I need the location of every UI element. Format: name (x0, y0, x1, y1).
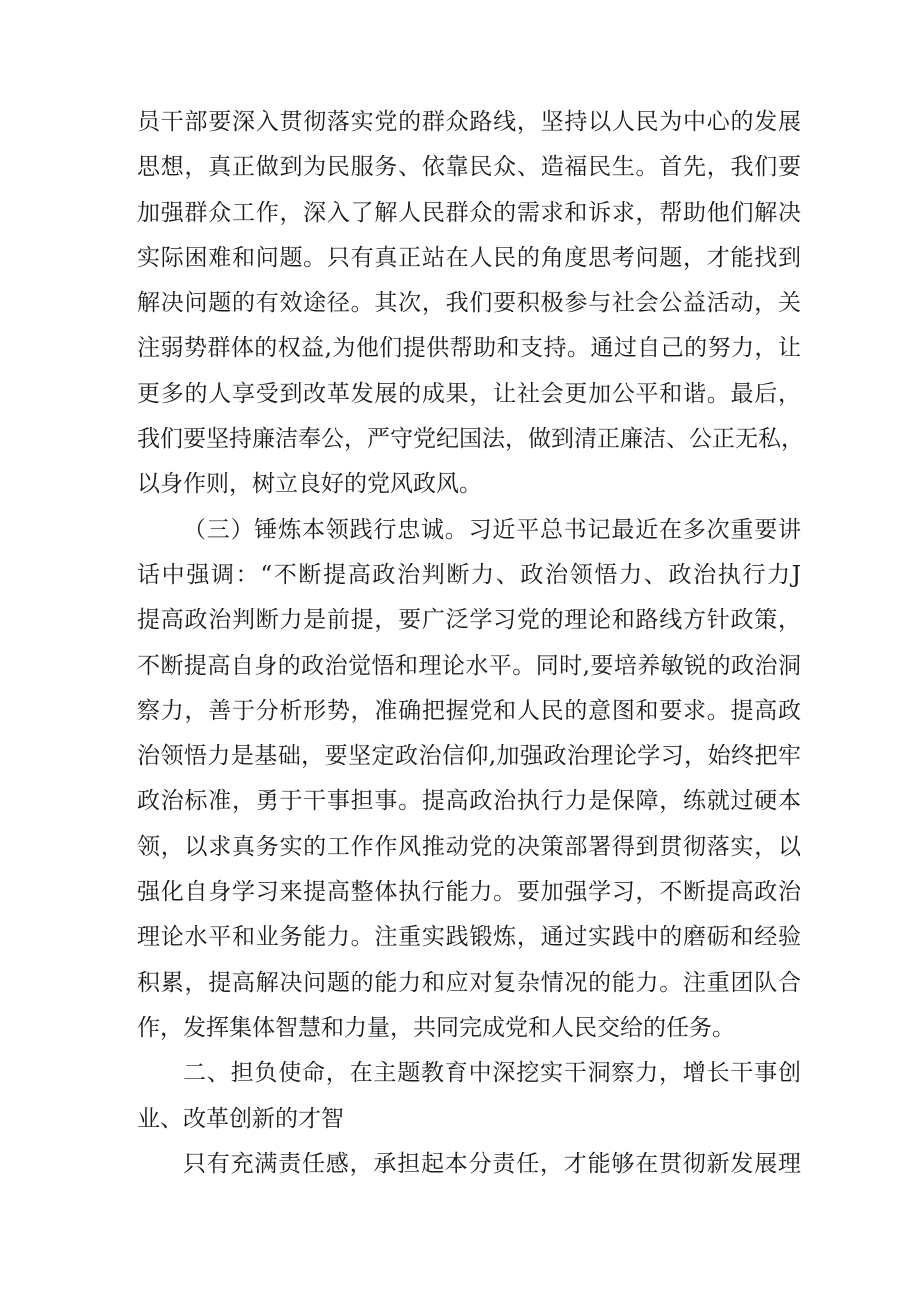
text-line: 察力，善于分析形势，准确把握党和人民的意图和要求。提高政 (137, 697, 801, 724)
heading-section-two (137, 1051, 801, 1142)
text-line: 以身作则，树立良好的党风政风。 (137, 471, 482, 498)
paragraph-responsibility (137, 1142, 801, 1187)
section-two-heading-line: 二、担负使命，在主题教育中深挖实干洞察力，增长干事创 (183, 1060, 801, 1087)
text-line: 领，以求真务实的工作作风推动党的决策部署得到贯彻落实，以 (137, 833, 801, 860)
document-body (137, 100, 804, 1187)
section-two-heading-line: 业、改革创新的才智 (137, 1105, 344, 1132)
text-line: 加强群众工作，深入了解人民群众的需求和诉求，帮助他们解决 (137, 199, 801, 226)
text-line: 强化自身学习来提高整体执行能力。要加强学习，不断提高政治 (137, 879, 801, 906)
text-line: 不断提高自身的政治觉悟和理论水平。同时,要培养敏锐的政治洞 (137, 652, 801, 679)
text-line: 只有充满责任感，承担起本分责任，才能够在贯彻新发展理 (183, 1150, 801, 1177)
text-line: 话中强调：“不断提高政治判断力、政治领悟力、政治执行力J (137, 561, 801, 588)
section-three-heading-line: （三）锤炼本领践行忠诚。习近平总书记最近在多次重要讲 (183, 516, 801, 543)
text-line: 注弱势群体的权益,为他们提供帮助和支持。通过自己的努力，让 (137, 335, 801, 362)
paragraph-people-centered (137, 100, 804, 508)
text-line: 实际困难和问题。只有真正站在人民的角度思考问题，才能找到 (137, 244, 801, 271)
text-line: 政治标准，勇于干事担事。提高政治执行力是保障，练就过硬本 (137, 788, 801, 815)
text-line: 积累，提高解决问题的能力和应对复杂情况的能力。注重团队合 (137, 969, 801, 996)
text-line: 思想，真正做到为民服务、依靠民众、造福民生。首先，我们要 (137, 154, 801, 181)
text-line: 我们要坚持廉洁奉公，严守党纪国法，做到清正廉洁、公正无私， (137, 426, 804, 453)
text-line: 更多的人享受到改革发展的成果，让社会更加公平和谐。最后， (137, 380, 801, 407)
text-line: 治领悟力是基础，要坚定政治信仰,加强政治理论学习，始终把牢 (137, 743, 801, 770)
paragraph-section-three (137, 508, 801, 1052)
text-line: 作，发挥集体智慧和力量，共同完成党和人民交给的任务。 (137, 1014, 735, 1041)
text-line: 解决问题的有效途径。其次，我们要积极参与社会公益活动，关 (137, 290, 801, 317)
text-line: 理论水平和业务能力。注重实践锻炼，通过实践中的磨砺和经验 (137, 924, 801, 951)
text-line: 提高政治判断力是前提，要广泛学习党的理论和路线方针政策， (137, 607, 801, 634)
text-line: 员干部要深入贯彻落实党的群众路线，坚持以人民为中心的发展 (137, 109, 801, 135)
